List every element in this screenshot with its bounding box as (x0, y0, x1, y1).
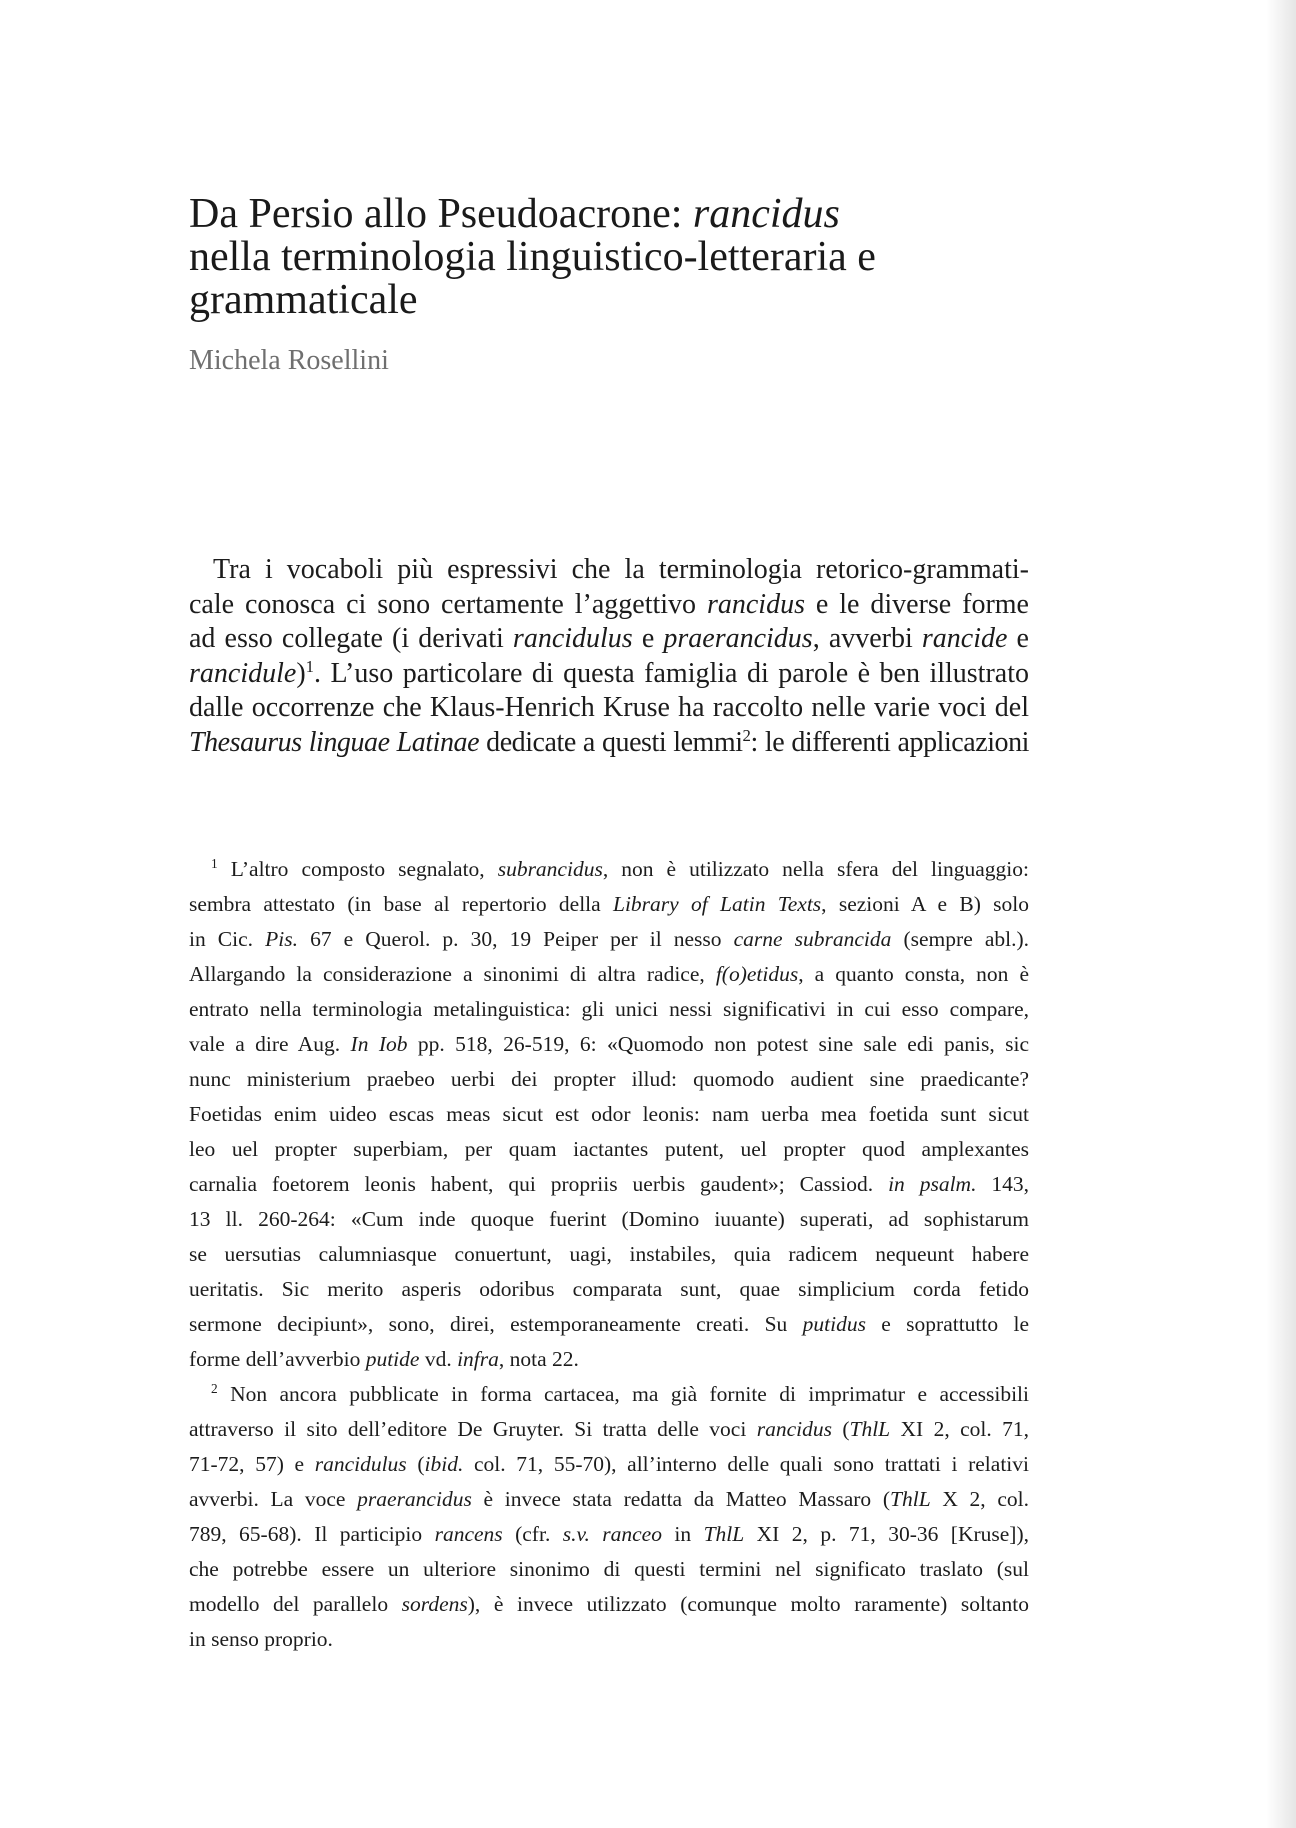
italic-text: praerancidus (663, 623, 813, 654)
text-run: avverbi. La voce (189, 1487, 358, 1511)
text-run: è invece stata redatta da Matteo Massaro ( (471, 1487, 891, 1511)
text-run: 789, 65-68). Il participio (189, 1522, 435, 1546)
footnote-1-line: se uersutias calumniasque conuertunt, uagi, instabiles, quia radicem nequeunt habere (189, 1242, 1029, 1266)
text-run: XI 2, p. 71, 30-36 [Kruse]), (744, 1522, 1030, 1546)
text-run: in Cic. (189, 927, 266, 951)
italic-text: praerancidus (357, 1487, 472, 1511)
text-run: in (661, 1522, 704, 1546)
text-run: 71-72, 57) e (189, 1452, 315, 1476)
text-run: L’altro composto segnalato, (217, 857, 498, 881)
footnotes (189, 852, 1029, 1657)
text-run: ad esso collegate (i derivati (189, 623, 513, 654)
text-run: (cfr. (502, 1522, 563, 1546)
text-run: , nota 22. (498, 1347, 579, 1371)
body-line (189, 726, 1029, 761)
footnote-1-line: nunc ministerium praebeo uerbi dei propter illud: quomodo audient sine praedicante? (189, 1067, 1029, 1091)
title-line-1 (189, 193, 1029, 236)
body-line (189, 657, 1029, 692)
article-title (189, 193, 1029, 322)
text-run: 143, (976, 1172, 1029, 1196)
italic-text: Thesaurus linguae Latinae (189, 726, 480, 758)
italic-text: rancidule (189, 657, 297, 689)
italic-text: rancide (921, 623, 1008, 654)
body-paragraph (189, 553, 1029, 760)
italic-text: ThlL (849, 1417, 891, 1441)
text-run: Allargando la considerazione a sinonimi di altra radice, (189, 962, 716, 986)
footnote-1-line (189, 1167, 1029, 1202)
footnote-1-line: entrato nella terminologia metalinguistica: gli unici nessi significativi in cui esso compare, (189, 997, 1029, 1021)
footnote-2-line: in senso proprio. (189, 1627, 333, 1651)
body-line: Tra i vocaboli più espressivi che la terminologia retorico-grammati- (213, 554, 1029, 585)
text-run: vd. (419, 1347, 458, 1371)
text-run: attraverso il sito dell’editore De Gruyter. Si tratta delle voci (189, 1417, 757, 1441)
footnote-2-line (189, 1517, 1029, 1552)
text-run: pp. 518, 26-519, 6: «Quomodo non potest sine sale edi panis, sic (407, 1032, 1029, 1056)
footnote-2-line (189, 1482, 1029, 1517)
title-line-2: nella terminologia linguistico-letteraria e (189, 234, 876, 280)
footnote-2-line (189, 1447, 1029, 1482)
footnote-1-line (189, 852, 1029, 887)
footnote-1-line (189, 922, 1029, 957)
text-run: . L’uso particolare di questa famiglia di parole è ben illustrato (314, 657, 1029, 689)
text-run: : le differenti applicazioni (750, 726, 1029, 758)
italic-text: ibid. (424, 1452, 464, 1476)
text-run: , non è utilizzato nella sfera del linguaggio: (602, 857, 1029, 881)
text-run: Non ancora pubblicate in forma cartacea, ma già fornite di imprimatur e accessibili (217, 1382, 1029, 1406)
text-run: e soprattutto le (865, 1312, 1029, 1336)
text-run: vale a dire Aug. (189, 1032, 351, 1056)
title-text: Da Persio allo Pseudoacrone: (189, 191, 693, 237)
italic-text: In Iob (350, 1032, 408, 1056)
text-run: 67 e Querol. p. 30, 19 Peiper per il nesso (297, 927, 734, 951)
body-line (189, 622, 1029, 657)
footnote-1-line (189, 1027, 1029, 1062)
text-run: e (632, 623, 664, 654)
body-line (189, 588, 1029, 623)
text-run: (sempre abl.). (891, 927, 1029, 951)
title-line-3: grammaticale (189, 277, 418, 323)
italic-text: rancidulus (512, 623, 633, 654)
text-run: X 2, col. (930, 1487, 1029, 1511)
footnote-2-line: che potrebbe essere un ulteriore sinonimo di questi termini nel significato traslato (sul (189, 1557, 1029, 1581)
italic-text: ThlL (890, 1487, 931, 1511)
footnote-ref-1[interactable]: 1 (305, 656, 315, 676)
footnote-number-2: 2 (211, 1381, 218, 1397)
text-run: carnalia foetorem leonis habent, qui propriis uerbis gaudent»; Cassiod. (189, 1172, 889, 1196)
text-run: cale conosca ci sono certamente l’aggettivo (189, 588, 707, 620)
text-run: ) (296, 657, 306, 689)
body-line: dalle occorrenze che Klaus-Henrich Kruse ha raccolto nelle varie voci del (189, 692, 1029, 723)
footnote-1-line (189, 887, 1029, 922)
text-run: ), è invece utilizzato (comunque molto raramente) soltanto (467, 1592, 1029, 1616)
footnote-1-line: ueritatis. Sic merito asperis odoribus comparata sunt, quae simplicium corda fetido (189, 1277, 1029, 1301)
italic-text: putide (365, 1347, 420, 1371)
text-run: XI 2, col. 71, (890, 1417, 1029, 1441)
footnote-1-line (189, 957, 1029, 992)
italic-text: subrancidus (497, 857, 603, 881)
footnote-2-line (189, 1587, 1029, 1622)
italic-text: f(o)etidus (715, 962, 799, 986)
italic-text: rancidus (756, 1417, 832, 1441)
text-run: col. 71, 55-70), all’interno delle quali sono trattati i relativi (463, 1452, 1029, 1476)
text-run: sermone decipiunt», sono, direi, estemporaneamente creati. Su (189, 1312, 803, 1336)
text-run: e (1007, 623, 1029, 654)
text-run: dedicate a questi lemmi (479, 726, 743, 758)
italic-text: putidus (802, 1312, 866, 1336)
footnote-1-line (189, 1342, 1029, 1377)
italic-text: sordens (401, 1592, 468, 1616)
italic-text: Pis. (265, 927, 298, 951)
author-name: Michela Rosellini (189, 345, 389, 376)
italic-text: infra (457, 1347, 499, 1371)
text-run: ( (406, 1452, 425, 1476)
text-run: , a quanto consta, non è (798, 962, 1030, 986)
footnote-1-line: Foetidas enim uideo escas meas sicut est odor leonis: nam uerba mea foetida sunt sicut (189, 1102, 1029, 1126)
italic-text: rancidulus (314, 1452, 407, 1476)
italic-text: in psalm. (888, 1172, 977, 1196)
italic-text: s.v. ranceo (562, 1522, 662, 1546)
italic-text: rancidus (706, 588, 805, 620)
italic-text: carne subrancida (733, 927, 892, 951)
text-run: modello del parallelo (189, 1592, 402, 1616)
italic-text: rancens (434, 1522, 503, 1546)
text-run: , avverbi (812, 623, 922, 654)
page-edge-shadow (1266, 0, 1296, 1828)
title-italic-term: rancidus (692, 191, 840, 237)
footnote-1-line (189, 1307, 1029, 1342)
footnote-2-line (189, 1377, 1029, 1412)
text-run: , sezioni A e B) solo (821, 892, 1030, 916)
footnote-2-line (189, 1412, 1029, 1447)
footnote-1-line: 13 ll. 260-264: «Cum inde quoque fuerint (Domino iuuante) superati, ad sophistarum (189, 1207, 1029, 1231)
italic-text: ThlL (703, 1522, 745, 1546)
text-run: sembra attestato (in base al repertorio della (189, 892, 613, 916)
footnote-ref-2[interactable]: 2 (742, 725, 751, 745)
text-run: forme dell’avverbio (189, 1347, 366, 1371)
footnote-1-line: leo uel propter superbiam, per quam iactantes putent, uel propter quod amplexantes (189, 1137, 1029, 1161)
italic-text: Library of Latin Texts (613, 892, 822, 916)
text-run: ( (831, 1417, 850, 1441)
text-run: e le diverse forme (804, 588, 1029, 620)
footnote-number-1: 1 (211, 856, 218, 872)
